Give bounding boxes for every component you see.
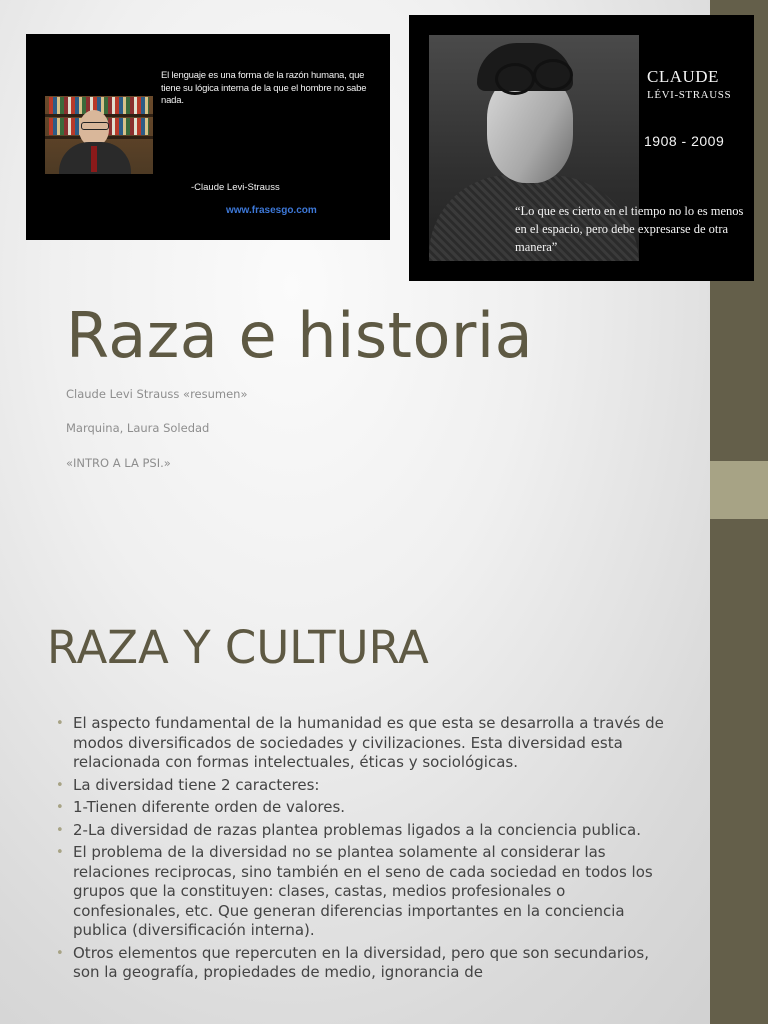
person-glasses <box>81 122 109 130</box>
list-item-text: 2-La diversidad de razas plantea problemas ligados a la conciencia publica. <box>73 820 642 839</box>
portrait-glasses <box>533 59 573 91</box>
list-item <box>56 821 664 841</box>
bullet-icon: • <box>56 845 64 860</box>
side-accent-block <box>710 461 768 519</box>
bullet-icon: • <box>56 945 64 961</box>
list-item-text: El problema de la diversidad no se plantea solamente al considerar las relaciones reciprocas, sino también en el seno de cada sociedad en todos los grupos que la constituyen: clases, castas, medios profesionales o confesionales, etc. Que generan diferencias importantes en la conciencia publica (diversificación interna). <box>73 843 653 939</box>
bullet-list <box>56 714 664 986</box>
list-item-text: El aspecto fundamental de la humanidad es que esta se desarrolla a través de modos diversificados de sociedades y civilizaciones. Esta diversidad esta relacionada con formas intelectuales, éticas y sociológicas. <box>73 714 664 771</box>
list-item <box>56 798 664 818</box>
bullet-icon: • <box>56 822 64 838</box>
portrait-image <box>409 15 754 281</box>
portrait-last-name: LÉVI-STRAUSS <box>647 89 732 101</box>
portrait-quote: “Lo que es cierto en el tiempo no lo es menos en el espacio, pero debe expresarse de otra manera” <box>515 204 744 254</box>
list-item-text: La diversidad tiene 2 caracteres: <box>73 775 320 794</box>
bullet-icon: • <box>56 777 64 793</box>
bullet-icon: • <box>56 716 64 731</box>
subtitle-author: Claude Levi Strauss «resumen» <box>66 387 248 401</box>
quote-text: El lenguaje es una forma de la razón humana, que tiene su lógica interna de la que el hombre no sabe nada. <box>161 70 367 106</box>
subtitle-course: «INTRO A LA PSI.» <box>66 456 171 470</box>
list-item-text: Otros elementos que repercuten en la diversidad, pero que son secundarios, son la geografía, propiedades de medio, ignorancia de <box>73 943 649 981</box>
portrait-glasses <box>495 63 535 95</box>
page-title: Raza e historia <box>66 299 534 372</box>
bullet-icon: • <box>56 800 64 815</box>
list-item <box>56 843 664 941</box>
quote-site-watermark: www.frasesgo.com <box>226 205 317 216</box>
list-item <box>56 944 664 983</box>
quote-image <box>26 34 390 240</box>
section-title: RAZA Y CULTURA <box>47 621 429 674</box>
portrait-face <box>487 75 573 183</box>
portrait-first-name: CLAUDE <box>647 67 719 86</box>
list-item <box>56 776 664 796</box>
subtitle-student: Marquina, Laura Soledad <box>66 421 210 435</box>
list-item <box>56 714 664 773</box>
list-item-text: 1-Tienen diferente orden de valores. <box>73 798 346 816</box>
author-photo-small <box>45 96 153 174</box>
person-tie <box>91 146 97 172</box>
portrait-years: 1908 - 2009 <box>644 133 725 149</box>
quote-author: -Claude Levi-Strauss <box>191 182 280 193</box>
